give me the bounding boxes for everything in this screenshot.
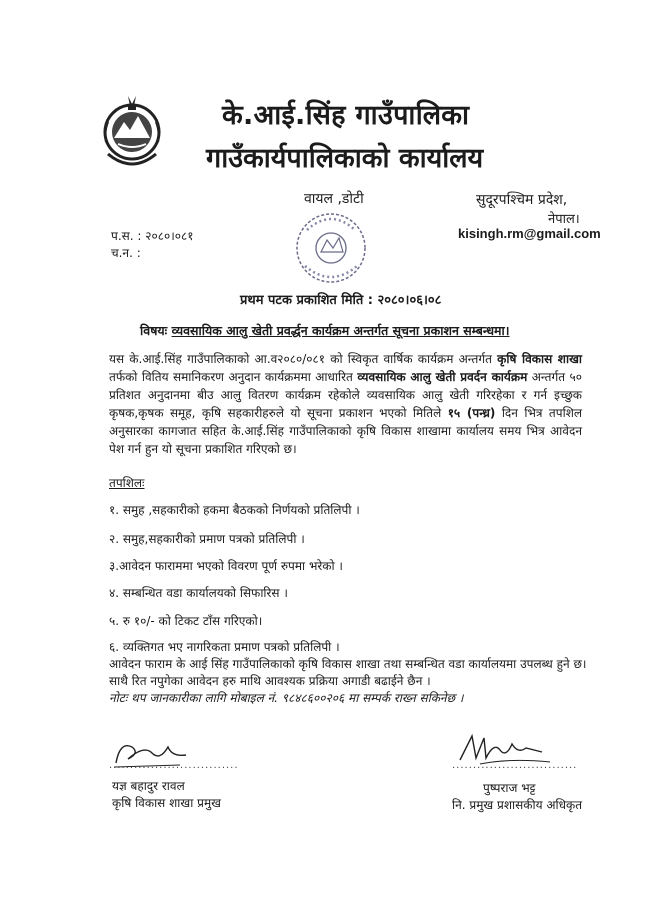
country-name: नेपाल। bbox=[548, 212, 580, 227]
signatory-name-left: यज्ञ बहादुर रावल bbox=[112, 779, 185, 793]
signature-line-right: .............................. bbox=[452, 760, 578, 771]
office-stamp-icon bbox=[287, 210, 375, 288]
signatory-designation-left: कृषि विकास शाखा प्रमुख bbox=[112, 796, 221, 810]
subject-line bbox=[140, 322, 510, 339]
notice-body bbox=[109, 350, 582, 458]
list-item: २. समुह,सहकारीको प्रमाण पत्रको प्रतिलिपी । bbox=[109, 532, 305, 546]
body-bold-2: व्यवसायिक आलु खेती प्रवर्दन कार्यक्रम bbox=[357, 370, 528, 384]
list-item: ५. रु १०/- को टिकट टाँस गरिएको। bbox=[109, 614, 263, 628]
body-text-2: तर्फको वितिय समानिकरण अनुदान कार्यक्रममा आधारित bbox=[109, 370, 353, 384]
body-text-3: अन्तर्गत ५० प्रतिशत अनुदानमा बीउ आलु वितरण कार्यक्रम रहेकोले व्यवसायिक आलु खेती गरिरहेका र गर्न इच्छुक कृषक,कृषक समूह, कृषि सहकारीहरुले यो सूचना प्रकाशन भएको मितिले bbox=[109, 370, 582, 420]
tapashil-heading: तपशिलः bbox=[109, 476, 145, 490]
publication-date: प्रथम पटक प्रकाशित मिति : २०८०।०६।०८ bbox=[240, 293, 442, 308]
list-item: ६. व्यक्तिगत भए नागरिकता प्रमाण पत्रको प्रतिलिपी । bbox=[109, 640, 340, 654]
body-text-4: दिन भित्र तपशिल अनुसारका कागजात सहित के.आई.सिंह गाउँपालिकाको कृषि विकास शाखामा कार्यालय समय भित्र आवेदन पेश गर्न हुन यो सूचना प्रकाशित गरिएको छ। bbox=[109, 406, 582, 456]
office-email[interactable]: kisingh.rm@gmail.com bbox=[458, 226, 601, 241]
list-item: ३.आवेदन फाराममा भएको विवरण पूर्ण रुपमा भरेको । bbox=[109, 559, 343, 573]
signature-line-left: ............................... bbox=[109, 760, 239, 771]
footer-notice bbox=[109, 656, 589, 707]
footer-note: नोटः थप जानकारीका लागि मोबाइल नं. ९८४८६००२०६ मा सम्पर्क राख्न सकिनेछ । bbox=[109, 691, 464, 705]
signatory-designation-right: नि. प्रमुख प्रशासकीय अधिकृत bbox=[452, 798, 583, 812]
body-bold-3: १५ (पन्ध्र) bbox=[447, 406, 496, 420]
province-name: सुदूरपश्चिम प्रदेश, bbox=[476, 192, 568, 208]
list-item: ४. सम्बन्धित वडा कार्यालयको सिफारिस । bbox=[109, 586, 288, 600]
municipality-emblem-icon bbox=[100, 92, 164, 178]
body-bold-1: कृषि विकास शाखा bbox=[497, 352, 582, 366]
dispatch-number: च.न. : bbox=[111, 246, 141, 260]
body-text-1: यस के.आई.सिंह गाउँपालिकाको आ.व२०८०/०८१ को स्विकृत वार्षिक कार्यक्रम अन्तर्गत bbox=[109, 352, 492, 366]
footer-text: आवेदन फाराम के आई सिंह गाउँपालिकाको कृषि विकास शाखा तथा सम्बन्धित वडा कार्यालयमा उपलब्ध हुने छ। साथै रित नपुगेका आवेदन हरु माथि आवश्यक प्रक्रिया अगाडी बढाईने छैन । bbox=[109, 657, 587, 688]
signatory-name-right: पुष्पराज भट्ट bbox=[483, 781, 536, 795]
list-item: १. समुह ,सहकारीको हकमा बैठकको निर्णयको प्रतिलिपी । bbox=[109, 503, 360, 517]
subject-label: विषयः bbox=[140, 323, 168, 338]
office-title-line1: के.आई.सिंह गाउँपालिका bbox=[222, 100, 470, 131]
office-location: वायल ,डोटी bbox=[304, 191, 364, 207]
office-title-line2: गाउँकार्यपालिकाको कार्यालय bbox=[206, 143, 484, 174]
reference-number: प.स. : २०८०।०८१ bbox=[111, 229, 194, 243]
subject-text: व्यवसायिक आलु खेती प्रवर्द्धन कार्यक्रम अन्तर्गत सूचना प्रकाशन सम्बन्धमा। bbox=[171, 323, 510, 338]
